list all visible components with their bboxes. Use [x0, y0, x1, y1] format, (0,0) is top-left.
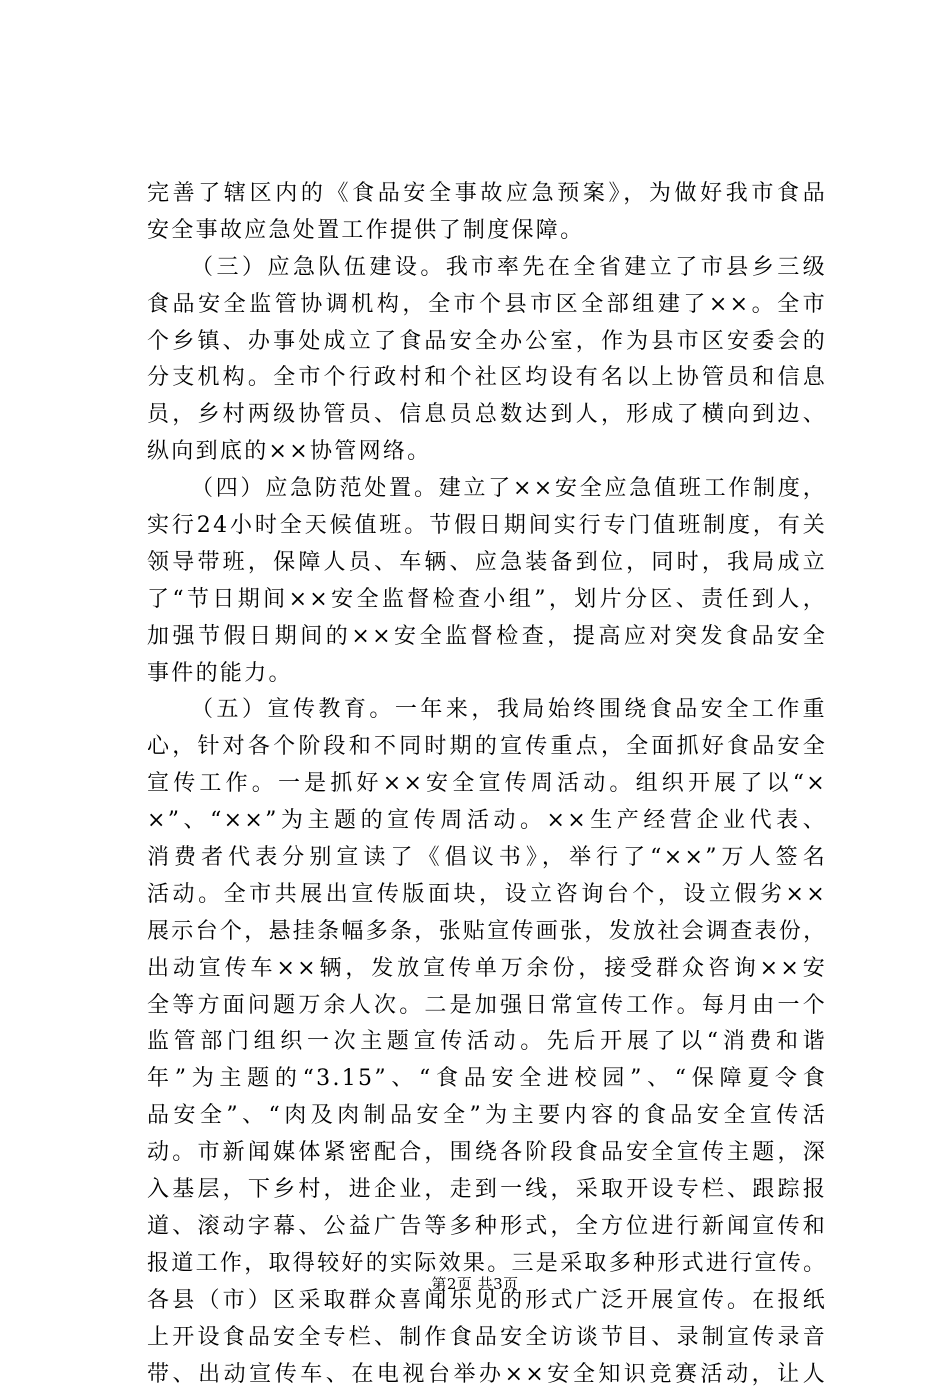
text-line: 员，乡村两级协管员、信息员总数达到人，形成了横向到边、: [147, 397, 827, 434]
text-line: 品安全”、“肉及肉制品安全”为主要内容的食品安全宣传活: [147, 1098, 827, 1135]
document-body: [147, 176, 827, 1393]
text-line: （三）应急队伍建设。我市率先在全省建立了市县乡三级: [147, 250, 827, 287]
text-line: 食品安全监管协调机构，全市个县市区全部组建了××。全市: [147, 287, 827, 324]
page-footer: 第2页 共3页: [0, 1274, 950, 1294]
text-line: 展示台个，悬挂条幅多条，张贴宣传画张，发放社会调查表份，: [147, 914, 827, 951]
text-line: 分支机构。全市个行政村和个社区均设有名以上协管员和信息: [147, 360, 827, 397]
text-line: 消费者代表分别宣读了《倡议书》，举行了“××”万人签名: [147, 840, 827, 877]
text-line: 实行24小时全天候值班。节假日期间实行专门值班制度，有关: [147, 508, 827, 545]
text-line: 带、出动宣传车、在电视台举办××安全知识竞赛活动，让人: [147, 1357, 827, 1393]
text-line: 年”为主题的“3.15”、“食品安全进校园”、“保障夏令食: [147, 1061, 827, 1098]
text-line: 宣传工作。一是抓好××安全宣传周活动。组织开展了以“×: [147, 766, 827, 803]
text-line: 道、滚动字幕、公益广告等多种形式，全方位进行新闻宣传和: [147, 1209, 827, 1246]
text-line: 心，针对各个阶段和不同时期的宣传重点，全面抓好食品安全: [147, 729, 827, 766]
text-line: 完善了辖区内的《食品安全事故应急预案》，为做好我市食品: [147, 176, 827, 213]
text-line: 安全事故应急处置工作提供了制度保障。: [147, 213, 827, 250]
text-line: 报道工作，取得较好的实际效果。三是采取多种形式进行宣传。: [147, 1246, 827, 1283]
text-line: 活动。全市共展出宣传版面块，设立咨询台个，设立假劣××: [147, 877, 827, 914]
text-line: 纵向到底的××协管网络。: [147, 434, 827, 471]
text-line: 个乡镇、办事处成立了食品安全办公室，作为县市区安委会的: [147, 324, 827, 361]
text-line: 了“节日期间××安全监督检查小组”，划片分区、责任到人，: [147, 582, 827, 619]
text-line: 领导带班，保障人员、车辆、应急装备到位，同时，我局成立: [147, 545, 827, 582]
text-line: （五）宣传教育。一年来，我局始终围绕食品安全工作重: [147, 692, 827, 729]
text-line: 事件的能力。: [147, 656, 827, 693]
text-line: 加强节假日期间的××安全监督检查，提高应对突发食品安全: [147, 619, 827, 656]
text-line: （四）应急防范处置。建立了××安全应急值班工作制度，: [147, 471, 827, 508]
text-line: 出动宣传车××辆，发放宣传单万余份，接受群众咨询××安: [147, 951, 827, 988]
text-line: 全等方面问题万余人次。二是加强日常宣传工作。每月由一个: [147, 988, 827, 1025]
text-line: 动。市新闻媒体紧密配合，围绕各阶段食品安全宣传主题，深: [147, 1135, 827, 1172]
text-line: ×”、“××”为主题的宣传周活动。××生产经营企业代表、: [147, 803, 827, 840]
text-line: 各县（市）区采取群众喜闻乐见的形式广泛开展宣传。在报纸: [147, 1283, 827, 1320]
text-line: 监管部门组织一次主题宣传活动。先后开展了以“消费和谐: [147, 1024, 827, 1061]
text-line: 入基层，下乡村，进企业，走到一线，采取开设专栏、跟踪报: [147, 1172, 827, 1209]
text-line: 上开设食品安全专栏、制作食品安全访谈节目、录制宣传录音: [147, 1320, 827, 1357]
